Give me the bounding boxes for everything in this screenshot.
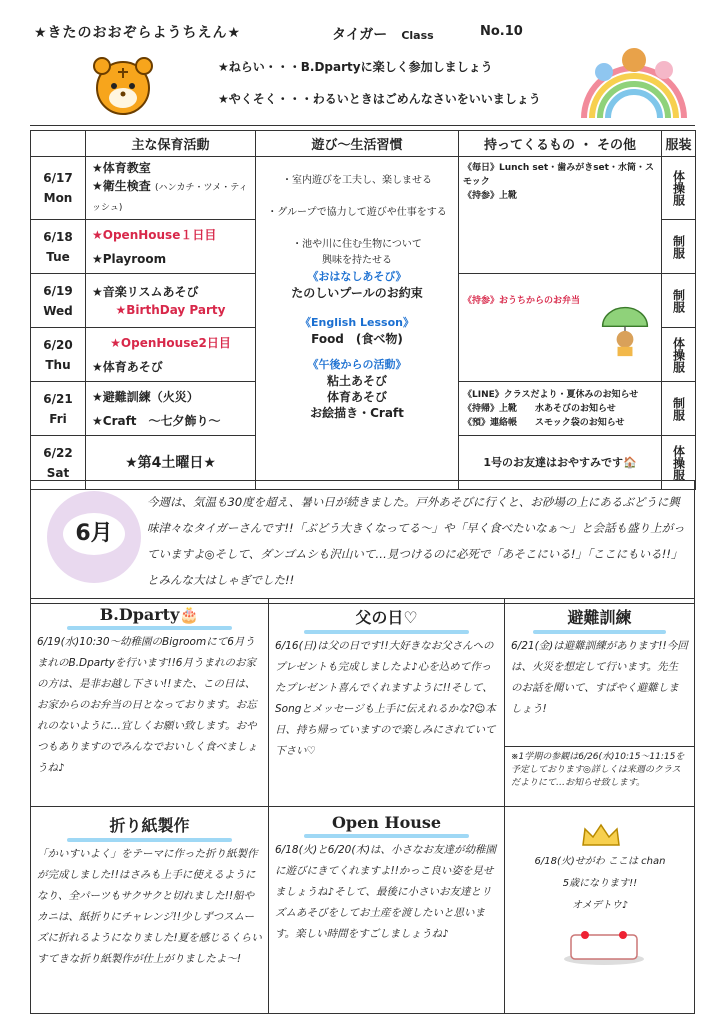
weekday: Mon bbox=[43, 191, 73, 205]
date: 6/19 bbox=[43, 283, 73, 298]
story-heading: 《おはなしあそび》 bbox=[307, 270, 407, 283]
activity-cell bbox=[86, 157, 256, 220]
crown-icon bbox=[581, 823, 621, 847]
activity: ★避難訓練（火災） bbox=[92, 389, 199, 404]
table-row bbox=[31, 157, 696, 220]
section-body: 6/21(金)は避難訓練があります!!今回は、火災を想定して行います。先生のお話を聞いて、すばやく避難しましょう! bbox=[511, 640, 688, 715]
date-cell bbox=[31, 157, 86, 220]
section-body: 6/18(火)と6/20(木)は、小さなお友達が幼稚園に遊びにきてくれますよ!!かっこ良い姿を見せましょうね♪そして、最後に小さいお友達とリズムあそびをしてお土産を渡したいと思います。楽しい時間をすごしましょうね♪ bbox=[275, 844, 497, 940]
class-name: タイガー bbox=[332, 27, 388, 43]
origami-section bbox=[31, 807, 269, 1013]
activity-cell: ★第4土曜日★ bbox=[86, 436, 256, 490]
date: 6/17 bbox=[43, 171, 73, 185]
activity bbox=[92, 177, 249, 217]
clothing-cell: 制服 bbox=[662, 220, 696, 274]
section-title: 避難訓練 bbox=[567, 608, 632, 627]
birthday-section bbox=[505, 807, 694, 1013]
section-body: 「かいすいよく」をテーマに作った折り紙製作が完成しました!!はさみも上手に使えるようになり、全パーツもサクサクと切れました!!船やカニは、紙折りにチャレンジ!!少しずつスムーズに折れるようになりました!夏を感じるくらいすてきな折り紙製作が仕上がりましたよ～! bbox=[37, 848, 262, 965]
weekly-report-text: 今週は、気温も30度を超え、暑い日が続きました。戸外あそびに行くと、お砂場の上にあるぶどうに興味津々なタイガーさんです!!「ぶどう大きくなってる～」や「早く食べたいなぁ～」と会話も盛り上がっていますよ◎そして、ダンゴムシも沢山いて…見つけるのに必死で「あそこにいる!」「ここにもいる!!」とみんな大はしゃぎでした!! bbox=[147, 495, 685, 587]
bring-item: 《預》連絡帳 スモック袋のお知らせ bbox=[463, 417, 625, 428]
activity: ★音楽リスムあそび bbox=[92, 284, 199, 299]
issue-number: No.10 bbox=[480, 24, 523, 39]
birthday-cake-illustration bbox=[561, 925, 647, 965]
weekday: Wed bbox=[43, 303, 73, 318]
newsletter bbox=[30, 14, 695, 1014]
umbrella-bear-illustration bbox=[597, 296, 653, 364]
date: 6/22 bbox=[43, 445, 73, 460]
afternoon-activity: 体育あそび bbox=[326, 390, 387, 404]
tiger-illustration bbox=[88, 52, 158, 116]
fathers-day-section bbox=[269, 599, 505, 807]
month-label: 6月 bbox=[63, 513, 125, 555]
bring-item: 《毎日》Lunch set・歯みがきset・水筒・スモック bbox=[463, 163, 654, 187]
clothing-cell: 体操服 bbox=[662, 157, 696, 220]
clothing-cell: 体操服 bbox=[662, 436, 696, 490]
header-clothing: 服装 bbox=[662, 131, 696, 157]
english-heading: 《English Lesson》 bbox=[300, 316, 414, 329]
english-topic: Food (食べ物) bbox=[311, 332, 403, 346]
section-title: B.Dparty🎂 bbox=[99, 605, 200, 624]
bd-party-section bbox=[31, 599, 269, 807]
birthday-line: 6/18(火)せがわ ここは chan bbox=[534, 856, 666, 867]
open-house-section bbox=[269, 807, 505, 1013]
weekly-report bbox=[30, 480, 695, 604]
activity: ★Playroom bbox=[92, 251, 167, 266]
activity-cell bbox=[86, 274, 256, 328]
section-title: 折り紙製作 bbox=[109, 816, 190, 835]
date-cell bbox=[31, 328, 86, 382]
rainbow-animals-illustration bbox=[578, 38, 688, 120]
clothing-cell: 制服 bbox=[662, 274, 696, 328]
play-item: ・池や川に住む生物について興味を持たせる bbox=[292, 239, 422, 266]
activity: ★OpenHouse１日目 bbox=[92, 227, 217, 242]
bring-item: 《持参》上靴 bbox=[463, 191, 518, 201]
activity: ★体育あそび bbox=[92, 359, 163, 374]
section-title: Open House bbox=[331, 813, 442, 832]
promise-text: ★やくそく・・・わるいときはごめんなさいをいいましょう bbox=[218, 92, 541, 106]
aim-text: ★ねらい・・・B.Dpartyに楽しく参加しましょう bbox=[218, 60, 493, 74]
clothing-cell: 体操服 bbox=[662, 328, 696, 382]
activity: ★体育教室 bbox=[92, 161, 151, 175]
observation-notice bbox=[505, 747, 694, 807]
activity-cell bbox=[86, 220, 256, 274]
bring-cell bbox=[459, 274, 662, 382]
notice-text: ※1学期の参観は6/26(水)10:15～11:15を予定しております◎詳しくは来週のクラスだよりにて…お知らせ致します。 bbox=[511, 752, 685, 788]
play-item: ・グループで協力して遊びや仕事をする bbox=[267, 207, 447, 218]
afternoon-activity: 粘土あそび bbox=[326, 374, 387, 388]
activity-note: (ハンカチ・ツメ・ティッシュ) bbox=[92, 183, 248, 213]
table-header-row bbox=[31, 131, 696, 157]
section-body: 6/16(日)は父の日です!!大好きなお父さんへのプレゼントも完成しましたよ♪心を込めて作ったプレゼント喜んでくれますように!!そして、Songとメッセージも上手に伝えれるかな?☺本日、持ち帰っていますので楽しみにされていて下さい♡ bbox=[275, 640, 496, 757]
bring-item: 《持参》おうちからのお弁当 bbox=[463, 296, 581, 306]
date: 6/18 bbox=[43, 229, 73, 244]
weekday: Thu bbox=[45, 357, 71, 372]
section-body: 6/19(水)10:30～幼稚園のBigroomにて6月うまれのB.Dpartyを行います!!6月うまれのお家の方は、是非お越し下さい!!また、この日は、お家からのお弁当の日となっております。お忘れのないように…宜しくお願い致します。おやつもありますのでみんなでおいしく食べましょうね♪ bbox=[37, 636, 258, 774]
header-blank bbox=[31, 131, 86, 157]
afternoon-activity: お絵描き・Craft bbox=[310, 406, 404, 420]
activity: ★BirthDay Party bbox=[115, 302, 226, 317]
date-cell bbox=[31, 382, 86, 436]
header-bring: 持ってくるもの ・ その他 bbox=[459, 131, 662, 157]
date: 6/20 bbox=[43, 337, 73, 352]
activity: ★Craft ～七夕飾り～ bbox=[92, 413, 221, 428]
bring-item: 《LINE》クラスだより・夏休みのお知らせ bbox=[463, 389, 639, 400]
play-habits-cell bbox=[256, 157, 459, 490]
weekday: Sat bbox=[46, 465, 70, 480]
header bbox=[30, 14, 695, 126]
birthday-line: 5歳になります!! bbox=[562, 878, 638, 889]
afternoon-heading: 《午後からの活動》 bbox=[307, 358, 407, 371]
class-suffix: Class bbox=[401, 29, 434, 42]
sections-grid bbox=[30, 598, 695, 1014]
bring-item: 《持帰》上靴 水あそびのお知らせ bbox=[463, 403, 616, 414]
section-title: 父の日♡ bbox=[355, 608, 418, 627]
bring-cell bbox=[459, 157, 662, 274]
birthday-line: オメデトウ♪ bbox=[571, 900, 629, 911]
bring-cell: 1号のお友達はおやすみです🏠 bbox=[459, 436, 662, 490]
date: 6/21 bbox=[43, 391, 73, 406]
header-activities: 主な保育活動 bbox=[86, 131, 256, 157]
activity-label: ★衛生検査 bbox=[92, 179, 151, 193]
activity: ★OpenHouse2日目 bbox=[110, 335, 231, 350]
school-name: ★きたのおおぞらようちえん★ bbox=[34, 25, 242, 41]
weekday: Fri bbox=[49, 411, 67, 426]
evacuation-drill-section bbox=[505, 599, 694, 747]
clothing-cell: 制服 bbox=[662, 382, 696, 436]
activity-cell bbox=[86, 328, 256, 382]
play-item: ・室内遊びを工夫し、楽しませる bbox=[282, 175, 432, 186]
weekly-schedule-table bbox=[30, 130, 696, 490]
story-title: たのしいプールのお約束 bbox=[291, 286, 423, 300]
date-cell bbox=[31, 220, 86, 274]
birthday-message bbox=[515, 851, 685, 917]
header-play: 遊び～生活習慣 bbox=[256, 131, 459, 157]
weekday: Tue bbox=[46, 249, 70, 264]
class-title bbox=[332, 24, 434, 44]
activity-cell bbox=[86, 382, 256, 436]
date-cell bbox=[31, 274, 86, 328]
bring-cell bbox=[459, 382, 662, 436]
